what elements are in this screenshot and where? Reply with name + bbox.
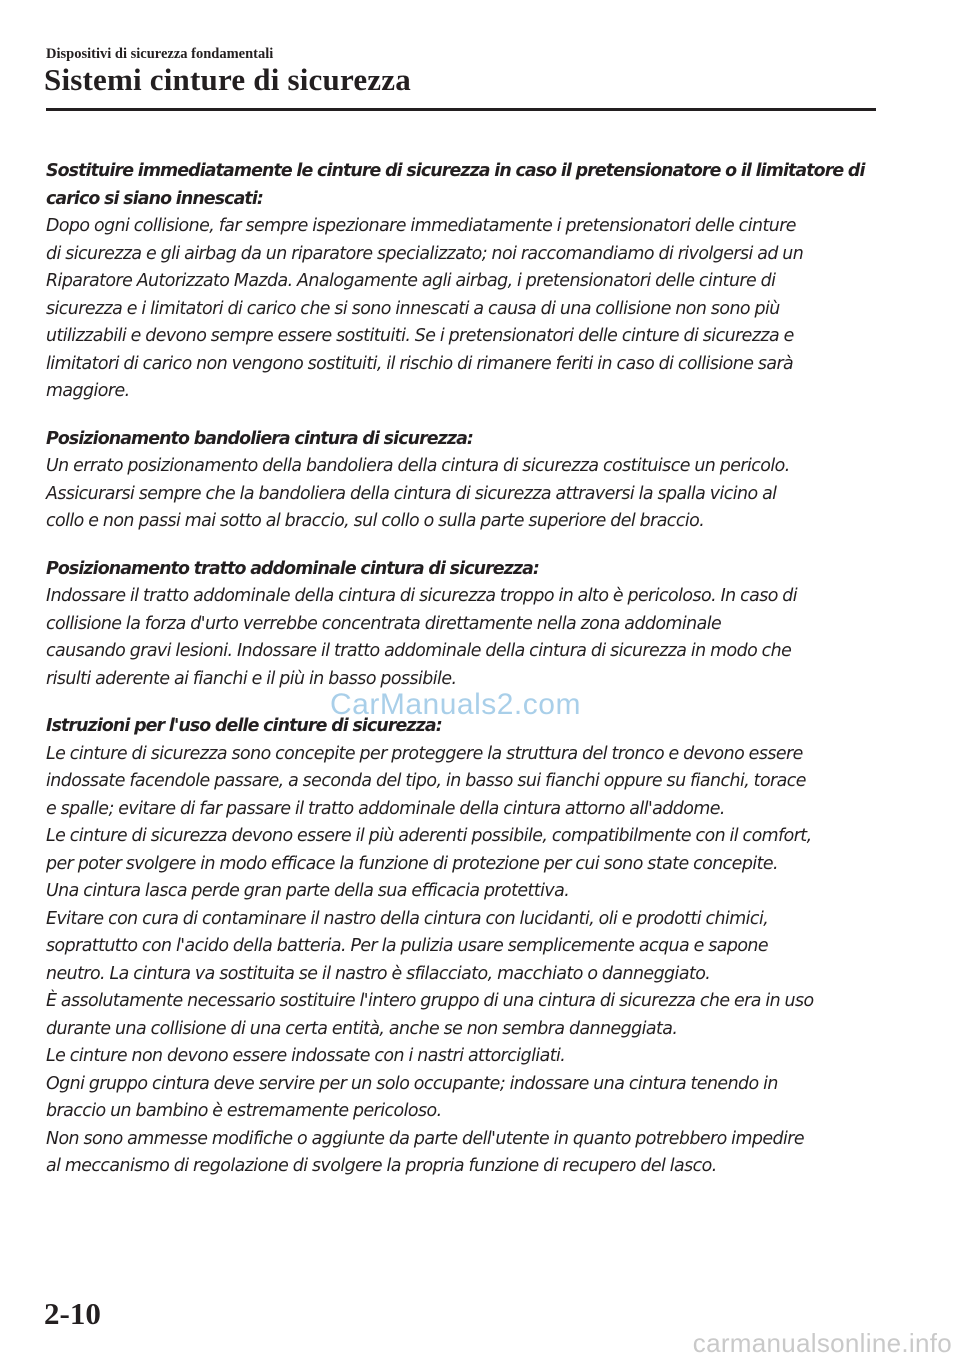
document-body: [46, 158, 881, 1181]
paragraph-body-line: limitatori di carico non vengono sostituiti, il rischio di rimanere feriti in caso di collisione sarà: [46, 353, 794, 374]
paragraph-body-line: durante una collisione di una certa entità, anche se non sembra danneggiata.: [46, 1018, 678, 1039]
paragraph-body-line: per poter svolgere in modo efficace la funzione di protezione per cui sono state concepite.: [46, 853, 778, 874]
paragraph-body-line: braccio un bambino è estremamente pericoloso.: [46, 1101, 442, 1121]
watermark-logo: CarManuals2.com: [330, 688, 581, 721]
paragraph-body-line: sicurezza e i limitatori di carico che si sono innescati a causa di una collisione non sono più: [46, 298, 780, 319]
paragraph-heading-line: Posizionamento tratto addominale cintura di sicurezza:: [46, 558, 539, 579]
paragraph-block: [46, 158, 881, 406]
paragraph-body-line: Indossare il tratto addominale della cintura di sicurezza troppo in alto è pericoloso. In caso di: [46, 586, 798, 606]
paragraph-body-line: indossate facendole passare, a seconda del tipo, in basso sui fianchi oppure su fianchi, torace: [46, 771, 806, 791]
paragraph-body-line: risulti aderente ai fianchi e il più in basso possibile.: [46, 668, 457, 689]
paragraph-body-line: Ogni gruppo cintura deve servire per un solo occupante; indossare una cintura tenendo in: [46, 1073, 778, 1094]
paragraph-body-line: Un errato posizionamento della bandoliera della cintura di sicurezza costituisce un pericolo.: [46, 456, 790, 476]
paragraph-block: [46, 556, 881, 694]
paragraph-heading-line: Istruzioni per l'uso delle cinture di sicurezza:: [46, 716, 442, 736]
paragraph-body-line: Le cinture di sicurezza sono concepite per proteggere la struttura del tronco e devono essere: [46, 743, 803, 764]
paragraph-body-line: Le cinture non devono essere indossate con i nastri attorcigliati.: [46, 1046, 566, 1066]
paragraph-body-line: al meccanismo di regolazione di svolgere la propria funzione di recupero del lasco.: [46, 1156, 717, 1176]
footer-watermark-url: carmanualsonline.info: [692, 1328, 952, 1358]
paragraph-heading-line: Sostituire immediatamente le cinture di sicurezza in caso il pretensionatore o il limitatore di: [46, 161, 865, 181]
paragraph-body-line: collisione la forza d'urto verrebbe concentrata direttamente nella zona addominale: [46, 613, 722, 634]
paragraph-block: [46, 426, 881, 536]
header-divider: [46, 108, 876, 111]
paragraph-body-line: Assicurarsi sempre che la bandoliera della cintura di sicurezza attraversi la spalla vicino al: [46, 483, 777, 504]
paragraph-body-line: Una cintura lasca perde gran parte della sua efficacia protettiva.: [46, 881, 570, 901]
page-number: 2-10: [44, 1296, 101, 1331]
paragraph-body-line: neutro. La cintura va sostituita se il nastro è sfilacciato, macchiato o danneggiato.: [46, 963, 711, 984]
paragraph-body-line: Evitare con cura di contaminare il nastro della cintura con lucidanti, oli e prodotti chimici,: [46, 908, 769, 929]
paragraph-body-line: Dopo ogni collisione, far sempre ispezionare immediatamente i pretensionatori delle cinture: [46, 216, 796, 236]
paragraph-body-line: maggiore.: [46, 381, 130, 401]
paragraph-body-line: utilizzabili e devono sempre essere sostituiti. Se i pretensionatori delle cinture di sicurezza e: [46, 326, 794, 346]
section-header: Dispositivi di sicurezza fondamentali: [46, 46, 274, 62]
paragraph-body-line: È assolutamente necessario sostituire l'intero gruppo di una cintura di sicurezza che era in uso: [46, 991, 814, 1011]
paragraph-spacer: [46, 406, 881, 426]
paragraph-heading-line: Posizionamento bandoliera cintura di sicurezza:: [46, 428, 473, 449]
paragraph-body-line: soprattutto con l'acido della batteria. Per la pulizia usare semplicemente acqua e sapone: [46, 936, 769, 956]
paragraph-body-line: di sicurezza e gli airbag da un riparatore specializzato; noi raccomandiamo di rivolgersi ad un: [46, 243, 804, 264]
paragraph-body-line: Le cinture di sicurezza devono essere il più aderenti possibile, compatibilmente con il comfort,: [46, 826, 812, 846]
paragraph-body-line: collo e non passi mai sotto al braccio, sul collo o sulla parte superiore del braccio.: [46, 511, 705, 531]
paragraph-spacer: [46, 536, 881, 556]
paragraph-block: [46, 713, 881, 1181]
paragraph-heading-line: carico si siano innescati:: [46, 188, 263, 209]
paragraph-body-line: Non sono ammesse modifiche o aggiunte da parte dell'utente in quanto potrebbero impedire: [46, 1128, 805, 1149]
paragraph-body-line: causando gravi lesioni. Indossare il tratto addominale della cintura di sicurezza in modo che: [46, 641, 792, 661]
page-title: Sistemi cinture di sicurezza: [44, 62, 411, 97]
paragraph-body-line: Riparatore Autorizzato Mazda. Analogamente agli airbag, i pretensionatori delle cinture di: [46, 271, 776, 291]
paragraph-body-line: e spalle; evitare di far passare il tratto addominale della cintura attorno all'addome.: [46, 798, 725, 819]
